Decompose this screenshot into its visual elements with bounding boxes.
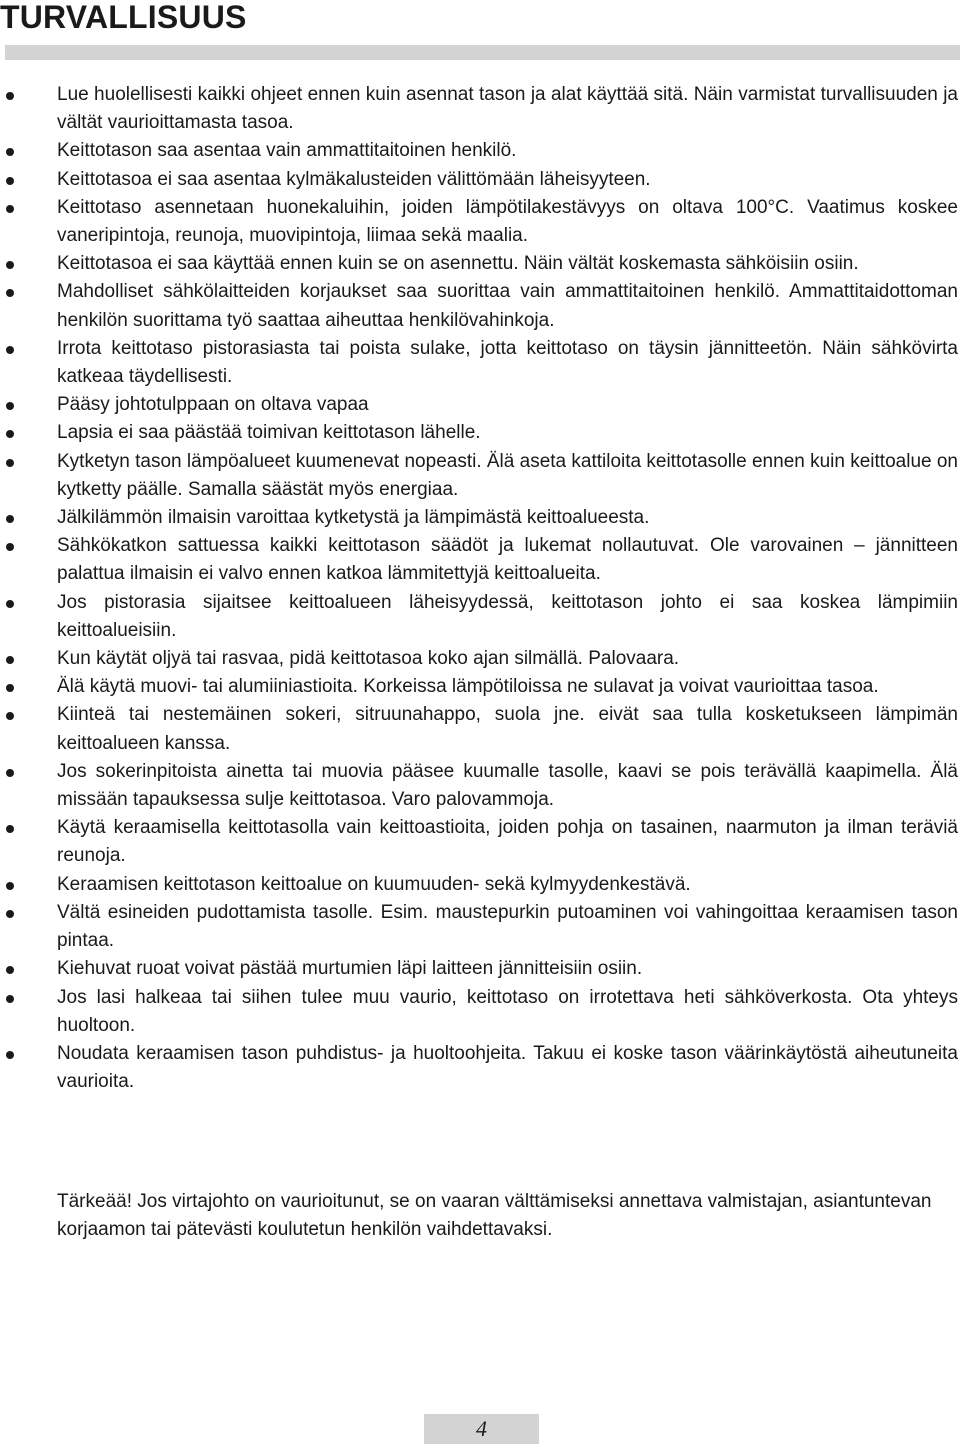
list-item-text: Irrota keittotaso pistorasiasta tai poista sulake, jotta keittotaso on täysin jännitteetön. Näin sähkövirta katkeaa täydellisesti. <box>57 337 958 388</box>
bullet-icon <box>6 712 14 720</box>
list-item <box>0 673 960 701</box>
list-item-text: Sähkökatkon sattuessa kaikki keittotason säädöt ja lukemat nollautuvat. Ole varovainen – jännitteen palattua ilmaisin ei valvo ennen katkoa lämmitettyjä keittoalueita. <box>57 535 958 585</box>
list-item <box>0 701 960 757</box>
bullet-icon <box>6 261 14 269</box>
list-item <box>0 419 960 447</box>
bullet-icon <box>6 402 14 410</box>
list-item <box>0 984 960 1040</box>
page-number-box <box>424 1414 539 1444</box>
title-underline-bar <box>5 45 960 60</box>
list-item-text: Kiehuvat ruoat voivat pästää murtumien läpi laitteen jännitteisiin osiin. <box>57 958 643 980</box>
bullet-icon <box>6 825 14 833</box>
list-item <box>0 166 960 194</box>
bullet-icon <box>6 148 14 156</box>
bullet-icon <box>6 177 14 185</box>
bullet-icon <box>6 684 14 692</box>
list-item <box>0 250 960 278</box>
list-item <box>0 1040 960 1096</box>
list-item-text: Pääsy johtotulppaan on oltava vapaa <box>57 394 369 416</box>
list-item <box>0 81 960 137</box>
list-item-text: Jos lasi halkeaa tai siihen tulee muu vaurio, keittotaso on irrotettava heti sähköverkosta. Ota yhteys huoltoon. <box>57 986 958 1036</box>
list-item-text: Keraamisen keittotason keittoalue on kuumuuden- sekä kylmyydenkestävä. <box>57 873 691 895</box>
list-item <box>0 814 960 870</box>
list-item <box>0 899 960 955</box>
list-item-text: Käytä keraamisella keittotasolla vain keittoastioita, joiden pohja on tasainen, naarmuton ja ilman teräviä reunoja. <box>57 817 958 867</box>
list-item-text: Älä käytä muovi- tai alumiiniastioita. Korkeissa lämpötiloissa ne sulavat ja voivat vaurioittaa tasoa. <box>57 676 879 698</box>
page-number: 4 <box>476 1416 487 1441</box>
bullet-icon <box>6 995 14 1003</box>
list-item <box>0 871 960 899</box>
bullet-icon <box>6 459 14 467</box>
list-item <box>0 589 960 645</box>
bullet-icon <box>6 92 14 100</box>
important-note: Tärkeää! Jos virtajohto on vaurioitunut, se on vaaran välttämiseksi annettava valmistajan, asiantuntevan korjaamon tai pätevästi koulutetun henkilön vaihdettavaksi. <box>57 1191 932 1241</box>
list-item-text: Noudata keraamisen tason puhdistus- ja huoltoohjeita. Takuu ei koske tason väärinkäytöstä aiheutuneita vaurioita. <box>57 1042 958 1093</box>
list-item-text: Lue huolellisesti kaikki ohjeet ennen kuin asennat tason ja alat käyttää sitä. Näin varmistat turvallisuuden ja vältät vaurioittamasta tasoa. <box>57 84 958 134</box>
bullet-icon <box>6 515 14 523</box>
list-item-text: Kun käytät oljyä tai rasvaa, pidä keittotasoa koko ajan silmällä. Palovaara. <box>57 648 680 670</box>
list-item-text: Jälkilämmön ilmaisin varoittaa kytketystä ja lämpimästä keittoalueesta. <box>57 507 650 529</box>
list-item <box>0 645 960 673</box>
safety-instructions-list <box>0 81 960 1096</box>
list-item-text: Kytketyn tason lämpöalueet kuumenevat nopeasti. Älä aseta kattiloita keittotasolle ennen kuin keittoalue on kytketty päälle. Samalla säästät myös energiaa. <box>57 450 958 500</box>
bullet-icon <box>6 600 14 608</box>
list-item <box>0 194 960 250</box>
bullet-icon <box>6 430 14 438</box>
list-item <box>0 391 960 419</box>
list-item-text: Vältä esineiden pudottamista tasolle. Esim. maustepurkin putoaminen voi vahingoittaa keraamisen tason pintaa. <box>57 901 958 952</box>
bullet-icon <box>6 910 14 918</box>
list-item-text: Jos sokerinpitoista ainetta tai muovia pääsee kuumalle tasolle, kaavi se pois terävällä kaapimella. Älä missään tapauksessa sulje keittotasoa. Varo palovammoja. <box>57 760 958 811</box>
list-item <box>0 504 960 532</box>
bullet-icon <box>6 966 14 974</box>
list-item-text: Keittotaso asennetaan huonekaluihin, joiden lämpötilakestävyys on oltava 100°C. Vaatimus koskee vaneripintoja, reunoja, muovipintoja, liimaa sekä maalia. <box>57 196 958 247</box>
list-item <box>0 137 960 165</box>
page-title: TURVALLISUUS <box>0 0 247 35</box>
bullet-icon <box>6 289 14 297</box>
list-item-text: Keittotasoa ei saa käyttää ennen kuin se on asennettu. Näin vältät koskemasta sähköisiin osiin. <box>57 253 859 275</box>
list-item-text: Mahdolliset sähkölaitteiden korjaukset saa suorittaa vain ammattitaitoinen henkilö. Ammattitaidottoman henkilön suorittama työ saattaa aiheuttaa henkilövahinkoja. <box>57 281 958 331</box>
bullet-icon <box>6 882 14 890</box>
list-item <box>0 758 960 814</box>
bullet-icon <box>6 205 14 213</box>
list-item <box>0 278 960 334</box>
bullet-icon <box>6 1051 14 1059</box>
list-item-text: Kiinteä tai nestemäinen sokeri, sitruunahappo, suola jne. eivät saa tulla kosketukseen lämpimän keittoalueen kanssa. <box>57 704 958 754</box>
list-item <box>0 448 960 504</box>
bullet-icon <box>6 346 14 354</box>
list-item <box>0 532 960 588</box>
list-item-text: Keittotason saa asentaa vain ammattitaitoinen henkilö. <box>57 140 517 162</box>
list-item-text: Keittotasoa ei saa asentaa kylmäkalusteiden välittömään läheisyyteen. <box>57 168 651 190</box>
bullet-icon <box>6 543 14 551</box>
list-item <box>0 955 960 983</box>
list-item-text: Jos pistorasia sijaitsee keittoalueen läheisyydessä, keittotason johto ei saa koskea lämpimiin keittoalueisiin. <box>57 591 958 641</box>
list-item <box>0 335 960 391</box>
list-item-text: Lapsia ei saa päästää toimivan keittotason lähelle. <box>57 422 481 444</box>
bullet-icon <box>6 656 14 664</box>
bullet-icon <box>6 769 14 777</box>
